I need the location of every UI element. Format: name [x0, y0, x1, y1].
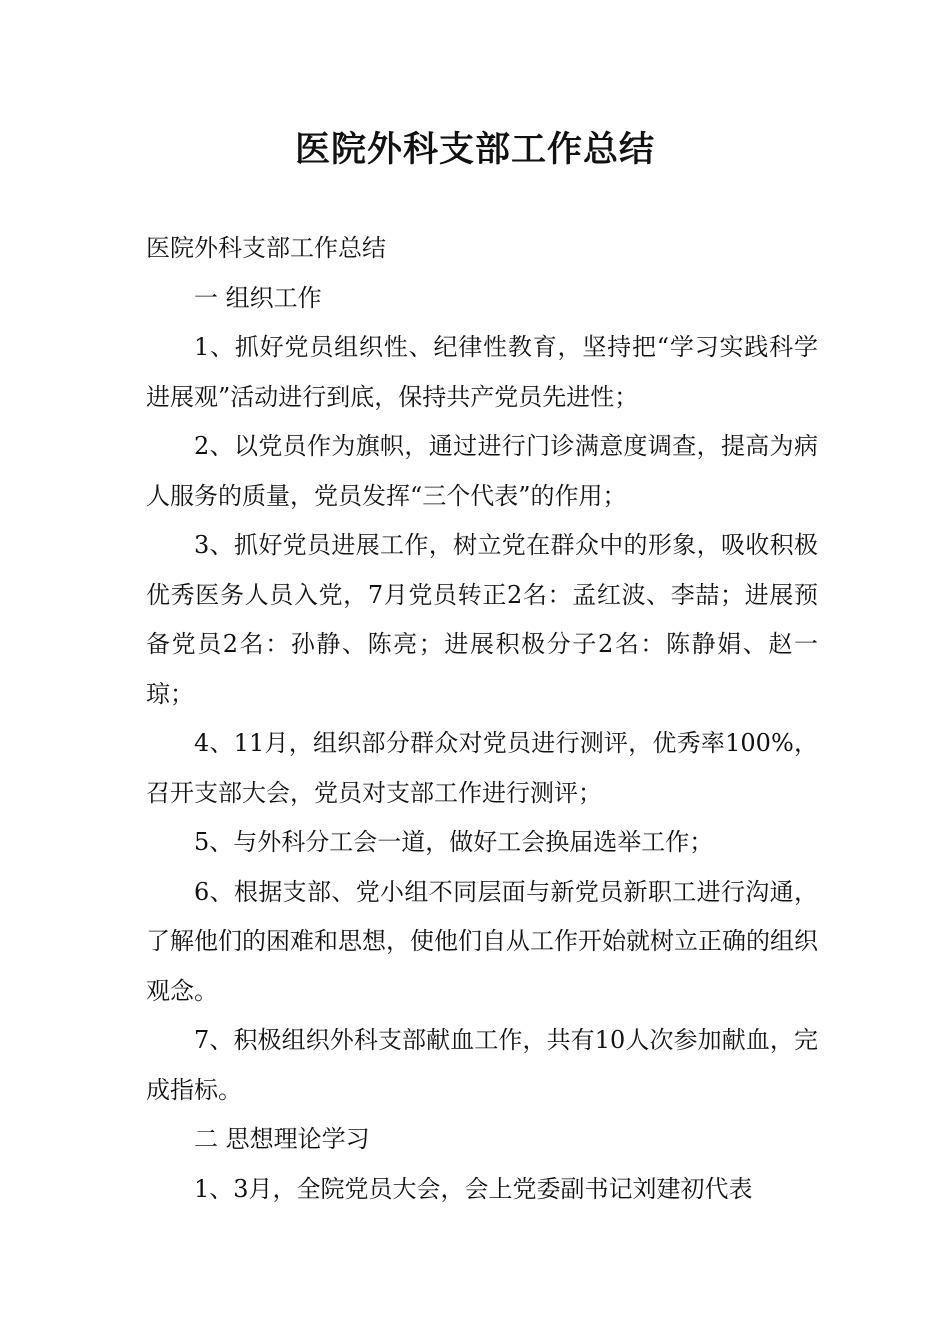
section-heading-organization: 一 组织工作 [194, 283, 322, 312]
paragraph-item-4: 4、11月，组织部分群众对党员进行测评，优秀率100%，召开支部大会，党员对支部工作进行测评； [146, 729, 818, 807]
paragraph-item-3: 3、抓好党员进展工作，树立党在群众中的形象，吸收积极优秀医务人员入党，7月党员转正2名：孟红波、李喆；进展预备党员2名：孙静、陈亮；进展积极分子2名：陈静娟、赵一琼； [146, 531, 818, 708]
paragraph-item-2: 2、以党员作为旗帜，通过进行门诊满意度调查，提高为病人服务的质量，党员发挥“三个代表”的作用； [146, 432, 818, 510]
paragraph-item-1: 1、抓好党员组织性、纪律性教育，坚持把“学习实践科学进展观”活动进行到底，保持共产党员先进性； [146, 333, 818, 411]
section-heading-theory-study: 二 思想理论学习 [194, 1125, 370, 1153]
paragraph-item-6: 6、根据支部、党小组不同层面与新党员新职工进行沟通，了解他们的困难和思想，使他们自从工作开始就树立正确的组织观念。 [146, 877, 818, 1005]
paragraph-item-5: 5、与外科分工会一道，做好工会换届选举工作； [194, 828, 714, 856]
document-subtitle: 医院外科支部工作总结 [146, 234, 386, 262]
document-body [146, 224, 818, 1214]
paragraph-item-7: 7、积极组织外科支部献血工作，共有10人次参加献血，完成指标。 [146, 1026, 818, 1104]
document-title: 医院外科支部工作总结 [294, 130, 655, 170]
paragraph-theory-item-1: 1、3月，全院党员大会，会上党委副书记刘建初代表 [194, 1174, 753, 1203]
